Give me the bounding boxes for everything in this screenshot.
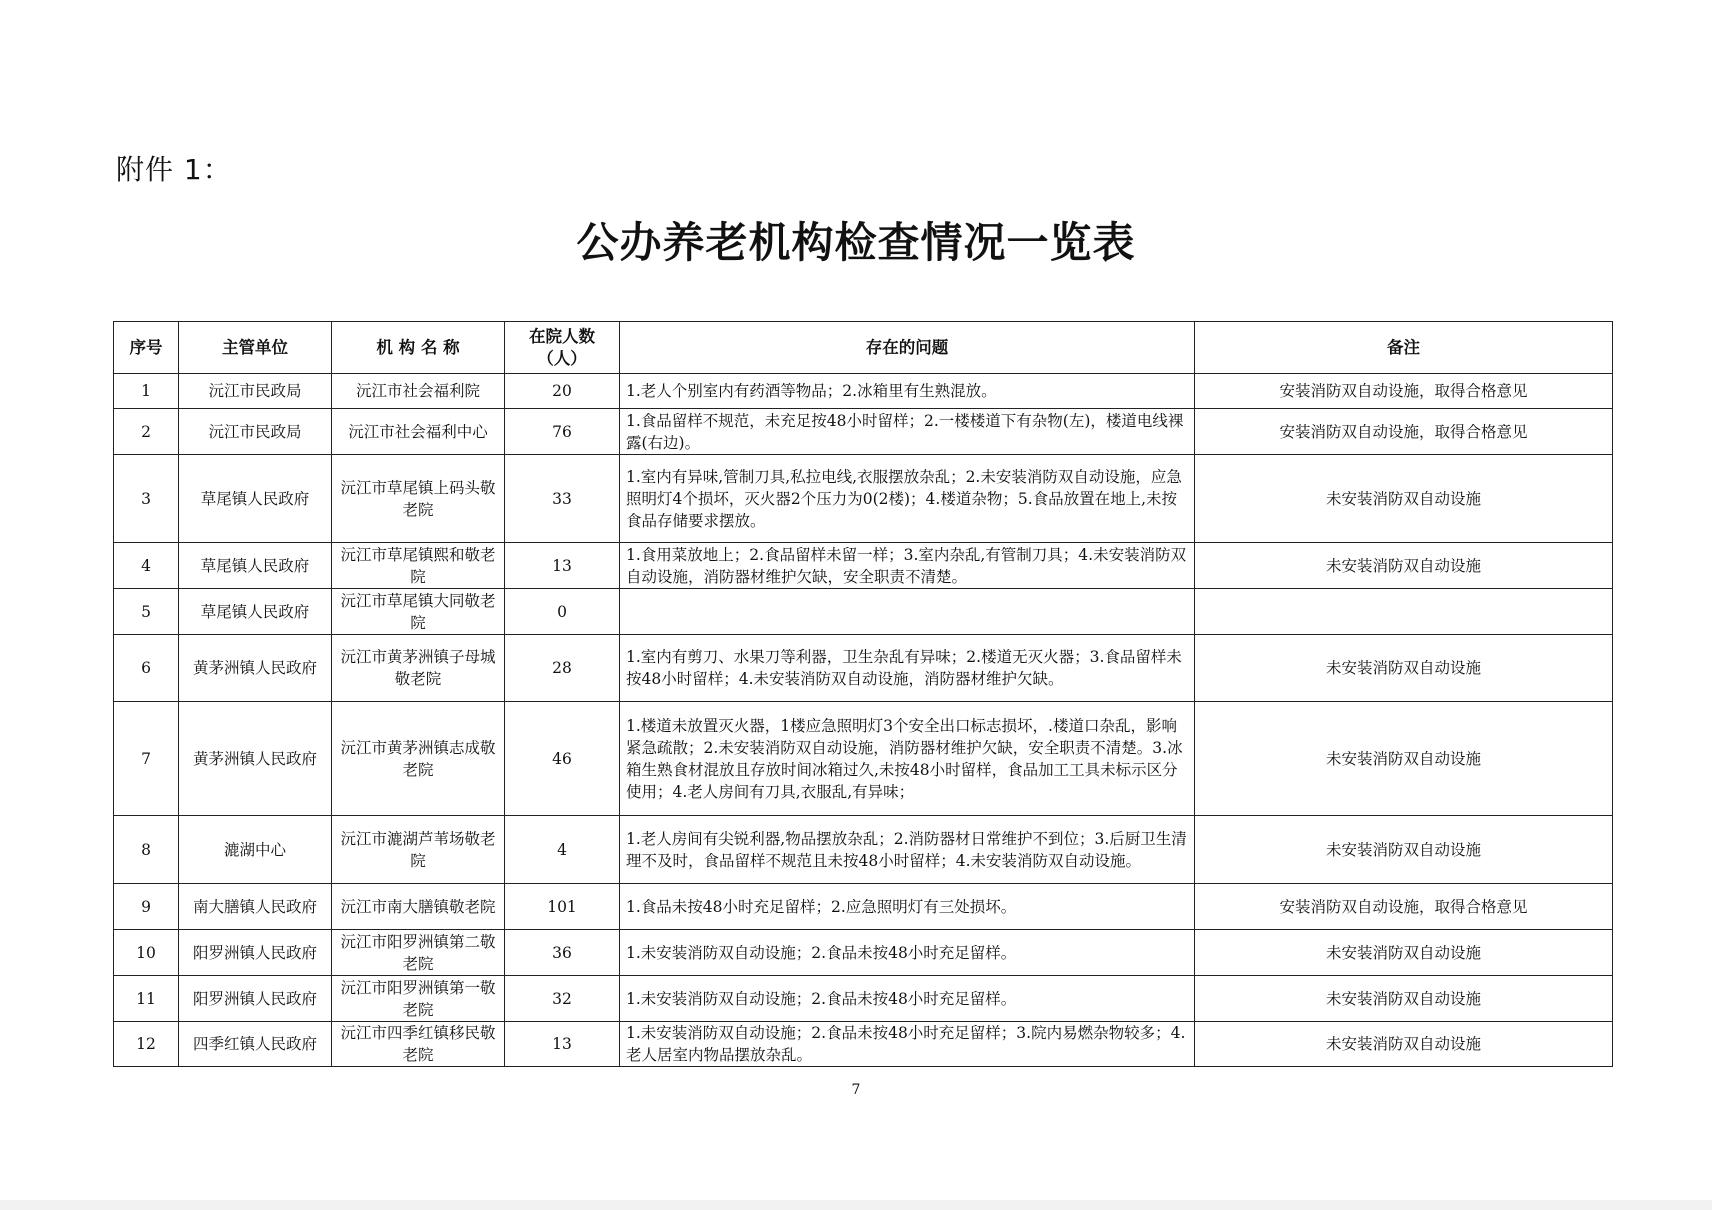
cell-remarks: 安装消防双自动设施，取得合格意见: [1195, 374, 1613, 409]
cell-org: 沅江市南大膳镇敬老院: [332, 884, 505, 930]
cell-unit: 南大膳镇人民政府: [179, 884, 332, 930]
cell-org: 沅江市草尾镇大同敬老院: [332, 589, 505, 635]
cell-org: 沅江市黄茅洲镇志成敬老院: [332, 702, 505, 816]
cell-issues: 1.未安装消防双自动设施；2.食品未按48小时充足留样。: [620, 930, 1195, 976]
cell-count: 46: [505, 702, 620, 816]
cell-org: 沅江市阳罗洲镇第一敬老院: [332, 976, 505, 1022]
header-no: 序号: [114, 322, 179, 374]
cell-no: 9: [114, 884, 179, 930]
cell-remarks: [1195, 589, 1613, 635]
cell-org: 沅江市草尾镇上码头敬老院: [332, 455, 505, 543]
table-row: [114, 930, 1613, 976]
header-unit: 主管单位: [179, 322, 332, 374]
cell-issues: 1.老人个别室内有药酒等物品；2.冰箱里有生熟混放。: [620, 374, 1195, 409]
cell-no: 11: [114, 976, 179, 1022]
table-row: [114, 816, 1613, 884]
cell-remarks: 未安装消防双自动设施: [1195, 543, 1613, 589]
page-bottom-edge: [0, 1200, 1712, 1210]
cell-no: 2: [114, 409, 179, 455]
cell-remarks: 安装消防双自动设施，取得合格意见: [1195, 409, 1613, 455]
header-row: [114, 322, 1613, 374]
cell-remarks: 未安装消防双自动设施: [1195, 702, 1613, 816]
cell-count: 33: [505, 455, 620, 543]
cell-unit: 沅江市民政局: [179, 409, 332, 455]
cell-unit: 黄茅洲镇人民政府: [179, 702, 332, 816]
cell-unit: 阳罗洲镇人民政府: [179, 930, 332, 976]
cell-count: 101: [505, 884, 620, 930]
cell-issues: 1.食用菜放地上；2.食品留样未留一样；3.室内杂乱,有管制刀具；4.未安装消防双自动设施，消防器材维护欠缺，安全职责不清楚。: [620, 543, 1195, 589]
cell-remarks: 未安装消防双自动设施: [1195, 930, 1613, 976]
cell-unit: 草尾镇人民政府: [179, 543, 332, 589]
cell-unit: 草尾镇人民政府: [179, 589, 332, 635]
cell-unit: 阳罗洲镇人民政府: [179, 976, 332, 1022]
table-row: [114, 884, 1613, 930]
cell-org: 沅江市四季红镇移民敬老院: [332, 1022, 505, 1067]
header-count: 在院人数（人）: [505, 322, 620, 374]
table-row: [114, 702, 1613, 816]
header-remarks: 备注: [1195, 322, 1613, 374]
cell-no: 8: [114, 816, 179, 884]
cell-issues: 1.室内有剪刀、水果刀等利器，卫生杂乱有异味；2.楼道无灭火器；3.食品留样未按48小时留样；4.未安装消防双自动设施，消防器材维护欠缺。: [620, 635, 1195, 702]
cell-count: 0: [505, 589, 620, 635]
cell-count: 4: [505, 816, 620, 884]
cell-unit: 黄茅洲镇人民政府: [179, 635, 332, 702]
table-row: [114, 409, 1613, 455]
cell-org: 沅江市漉湖芦苇场敬老院: [332, 816, 505, 884]
cell-no: 10: [114, 930, 179, 976]
document-title: 公办养老机构检查情况一览表: [576, 218, 1136, 267]
cell-remarks: 未安装消防双自动设施: [1195, 816, 1613, 884]
header-issues: 存在的问题: [620, 322, 1195, 374]
cell-remarks: 未安装消防双自动设施: [1195, 455, 1613, 543]
cell-remarks: 未安装消防双自动设施: [1195, 635, 1613, 702]
table-row: [114, 976, 1613, 1022]
cell-unit: 四季红镇人民政府: [179, 1022, 332, 1067]
cell-no: 6: [114, 635, 179, 702]
table-row: [114, 589, 1613, 635]
cell-issues: 1.老人房间有尖锐利器,物品摆放杂乱；2.消防器材日常维护不到位；3.后厨卫生清理不及时，食品留样不规范且未按48小时留样；4.未安装消防双自动设施。: [620, 816, 1195, 884]
cell-no: 3: [114, 455, 179, 543]
header-org: 机 构 名 称: [332, 322, 505, 374]
cell-count: 13: [505, 1022, 620, 1067]
cell-no: 5: [114, 589, 179, 635]
cell-remarks: 未安装消防双自动设施: [1195, 976, 1613, 1022]
cell-unit: 草尾镇人民政府: [179, 455, 332, 543]
cell-no: 4: [114, 543, 179, 589]
table-row: [114, 374, 1613, 409]
cell-count: 76: [505, 409, 620, 455]
cell-org: 沅江市阳罗洲镇第二敬老院: [332, 930, 505, 976]
cell-issues: 1.未安装消防双自动设施；2.食品未按48小时充足留样。: [620, 976, 1195, 1022]
table-row: [114, 635, 1613, 702]
cell-count: 36: [505, 930, 620, 976]
cell-count: 13: [505, 543, 620, 589]
cell-remarks: 未安装消防双自动设施: [1195, 1022, 1613, 1067]
cell-no: 7: [114, 702, 179, 816]
cell-issues: 1.食品留样不规范，未充足按48小时留样；2.一楼楼道下有杂物(左)，楼道电线裸露(右边)。: [620, 409, 1195, 455]
cell-issues: 1.未安装消防双自动设施；2.食品未按48小时充足留样；3.院内易燃杂物较多；4.老人居室内物品摆放杂乱。: [620, 1022, 1195, 1067]
table-row: [114, 455, 1613, 543]
cell-org: 沅江市社会福利中心: [332, 409, 505, 455]
cell-issues: 1.楼道未放置灭火器，1楼应急照明灯3个安全出口标志损坏，.楼道口杂乱，影响紧急疏散；2.未安装消防双自动设施，消防器材维护欠缺，安全职责不清楚。3.冰箱生熟食材混放且存放时间冰箱过久,未按48小时留样，食品加工工具未标示区分使用；4.老人房间有刀具,衣服乱,有异味；: [620, 702, 1195, 816]
cell-unit: 沅江市民政局: [179, 374, 332, 409]
annex-label: 附件 1：: [116, 153, 232, 186]
cell-org: 沅江市社会福利院: [332, 374, 505, 409]
inspection-table: [113, 321, 1613, 1067]
cell-no: 1: [114, 374, 179, 409]
cell-org: 沅江市草尾镇熙和敬老院: [332, 543, 505, 589]
cell-issues: 1.室内有异味,管制刀具,私拉电线,衣服摆放杂乱；2.未安装消防双自动设施，应急照明灯4个损坏，灭火器2个压力为0(2楼)；4.楼道杂物；5.食品放置在地上,未按食品存储要求摆放。: [620, 455, 1195, 543]
cell-remarks: 安装消防双自动设施，取得合格意见: [1195, 884, 1613, 930]
cell-count: 32: [505, 976, 620, 1022]
table-row: [114, 543, 1613, 589]
page-number: 7: [851, 1082, 861, 1098]
cell-no: 12: [114, 1022, 179, 1067]
cell-issues: 1.食品未按48小时充足留样；2.应急照明灯有三处损坏。: [620, 884, 1195, 930]
table-row: [114, 1022, 1613, 1067]
cell-issues: [620, 589, 1195, 635]
cell-unit: 漉湖中心: [179, 816, 332, 884]
cell-count: 28: [505, 635, 620, 702]
cell-count: 20: [505, 374, 620, 409]
cell-org: 沅江市黄茅洲镇子母城敬老院: [332, 635, 505, 702]
